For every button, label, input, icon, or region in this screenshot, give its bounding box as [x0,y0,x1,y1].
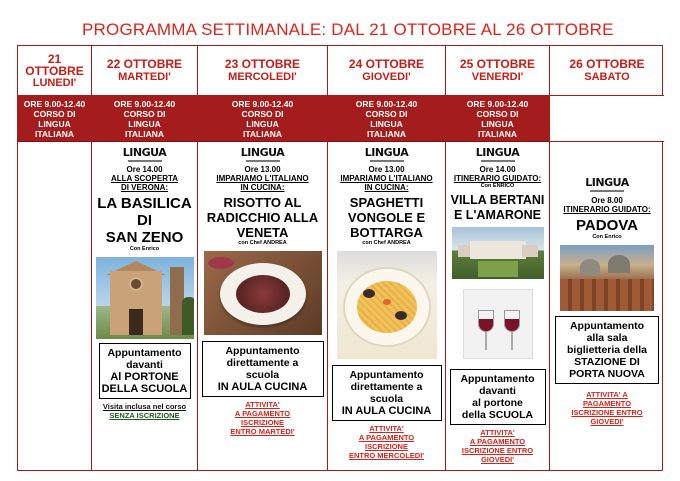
payment-line: GIOVEDI' [590,417,624,426]
meeting-point-box [555,316,659,384]
day-column-friday [446,46,550,470]
day-name: MARTEDI' [118,71,171,83]
activity-title: PADOVA [576,217,638,234]
lingua-logo-icon: LINGUA [475,146,520,159]
activity-subtitle: IN CUCINA: [364,183,409,192]
course-line: CORSO DI [365,108,408,119]
day-date: 26 OTTOBRE [569,57,645,71]
payment-line: A PAGAMENTO [469,437,526,446]
course-time: ORE 9.00-12.40 [113,98,176,109]
meeting-line: Appuntamento [225,345,300,357]
meeting-line: IN AULA CUCINA [341,405,432,417]
meeting-line: Appuntamento [107,347,182,359]
day-header [92,46,197,96]
course-time: ORE 9.00-12.40 [355,98,418,109]
page-title [82,20,614,40]
activity-title: SAN ZENO [105,229,184,246]
course-line: LINGUA [38,118,71,129]
payment-line: A PAGAMENTO [358,433,415,442]
course-line: CORSO DI [241,108,284,119]
activity-title: VENETA [236,225,289,240]
day-date: 25 OTTOBRE [459,57,536,71]
day-column-tuesday [92,46,198,470]
logo-underline [481,160,515,162]
day-header [446,46,549,96]
day-name: SABATO [584,71,630,83]
course-line: CORSO DI [476,108,519,119]
course-slot [92,96,197,142]
day-header [18,46,91,96]
activity-guide: con Chef ANDREA [238,240,287,246]
meeting-line: biglietteria della [567,344,647,356]
day-name: VENERDI' [471,71,524,83]
course-slot [198,96,327,142]
payment-line: GIOVEDI' [480,455,515,464]
day-name: MERCOLEDI' [228,71,297,83]
day-header [198,46,327,96]
course-slot [328,96,445,142]
payment-line: ATTIVITA' A [586,390,628,399]
payment-note [198,400,327,436]
day-date: 24 OTTOBRE [348,57,425,71]
meeting-line: scuola [245,369,280,381]
meeting-line: al portone [472,397,523,409]
activity-title: SPAGHETTI [349,195,424,210]
day-column-wednesday [198,46,328,470]
activity-content [92,142,197,470]
payment-line: ISCRIZIONE [241,418,284,427]
no-registration-note: SENZA ISCRIZIONE [109,411,180,420]
course-time: ORE 9.00-12.40 [23,98,86,109]
meeting-line: STAZIONE DI [574,356,640,368]
meeting-line: scuola [369,393,404,405]
activity-title: VILLA BERTANI [450,193,545,207]
day-column-thursday [328,46,446,470]
course-slot [446,96,549,142]
activity-subtitle: IMPARIAMO L'ITALIANO [340,174,433,183]
activity-guide: con Chef ANDREA [362,240,411,246]
meeting-point-box [202,341,324,397]
meeting-line: Al PORTONE [110,371,179,383]
day-column-monday [18,46,92,470]
wine-glasses-photo [463,289,533,359]
course-line: ITALIANA [242,128,283,139]
meeting-line: DELLA SCUOLA [101,383,188,395]
activity-title: RADICCHIO ALLA [206,210,319,225]
day-date: 23 OTTOBRE [224,57,301,71]
day-name: GIOVEDI' [362,71,411,83]
activity-time: Ore 14.00 [126,165,163,174]
spaghetti-photo [337,251,437,359]
logo-underline [128,160,162,162]
course-line: LINGUA [370,118,403,129]
meeting-point-box [332,365,442,421]
meeting-line: Appuntamento [349,369,424,381]
activity-time: Ore 14.00 [479,165,516,174]
meeting-line: direttamente a [350,381,423,393]
villa-bertani-photo [452,227,544,279]
risotto-photo [204,251,322,335]
activity-subtitle: ITINERARIO GUIDATO: [453,174,542,183]
course-time: ORE 9.00-12.40 [231,98,294,109]
payment-note [550,390,664,426]
day-column-saturday [550,46,664,470]
course-line: ITALIANA [124,128,165,139]
basilica-san-zeno-photo [96,257,194,339]
lingua-logo-icon: LINGUA [122,146,167,159]
course-line: LINGUA [481,118,514,129]
day-header [328,46,445,96]
lingua-logo-icon: LINGUA [240,146,285,159]
activity-title: E L'AMARONE [454,208,541,222]
payment-note [446,428,549,464]
meeting-point-box [450,369,546,425]
activity-time: Ore 13.00 [244,165,281,174]
activity-title: LA BASILICA DI [97,195,192,229]
payment-line: ENTRO MERCOLEDI' [348,451,425,460]
weekly-schedule-table [17,45,663,471]
activity-subtitle: IN CUCINA: [240,183,285,192]
logo-underline [246,160,280,162]
course-time: ORE 9.00-12.40 [466,98,529,109]
course-line: LINGUA [246,118,279,129]
logo-underline [590,190,624,192]
meeting-line: PORTA NUOVA [569,368,645,380]
payment-line: ATTIVITA' [480,428,515,437]
logo-underline [370,160,404,162]
day-header [550,46,664,96]
included-note: Visita inclusa nel corso [102,402,187,411]
meeting-line: IN AULA CUCINA [217,381,308,393]
activity-time: Ore 8.00 [591,196,623,205]
payment-line: PAGAMENTO [582,399,632,408]
course-line: CORSO DI [123,108,166,119]
course-line: LINGUA [128,118,161,129]
course-slot-empty [550,96,664,142]
lingua-logo-icon: LINGUA [364,146,409,159]
activity-content [198,142,327,470]
title-lead: PROGRAMMA SETTIMANALE: [82,20,327,39]
payment-line: ISCRIZIONE ENTRO [461,446,534,455]
activity-content [550,142,664,470]
payment-line: ATTIVITA' [245,400,280,409]
title-dates: DAL 21 OTTOBRE AL 26 OTTOBRE [326,20,614,39]
day-date: 21 OTTOBRE [25,51,84,78]
activity-title: RISOTTO AL [223,195,302,210]
activity-subtitle: ITINERARIO GUIDATO: [563,205,651,214]
course-line: ITALIANA [366,128,407,139]
meeting-point-box [99,343,191,399]
payment-note [328,424,445,460]
payment-line: ISCRIZIONE [365,442,408,451]
course-slot [18,96,91,142]
activity-subtitle: ALLA SCOPERTA [110,174,179,183]
payment-line: A PAGAMENTO [234,409,291,418]
activity-guide: Con Enrico [129,246,160,252]
payment-line: ISCRIZIONE ENTRO [571,408,643,417]
meeting-line: della SCUOLA [461,409,534,421]
course-line: ITALIANA [34,128,75,139]
payment-line: ENTRO MARTEDI' [230,427,295,436]
meeting-line: davanti [479,385,516,397]
meeting-line: alla sala [586,332,628,344]
activity-content [328,142,445,470]
activity-guide: Con Enrico [592,234,622,240]
course-line: CORSO DI [33,108,76,119]
day-date: 22 OTTOBRE [106,57,183,71]
meeting-line: davanti [126,359,163,371]
activity-subtitle: IMPARIAMO L'ITALIANO [216,174,309,183]
meeting-line: Appuntamento [569,320,645,332]
activity-title: BOTTARGA [350,225,423,240]
activity-guide: Con ENRICO [480,183,515,189]
activity-subtitle: DI VERONA: [120,183,169,192]
meeting-line: Appuntamento [460,373,535,385]
payment-line: ATTIVITA' [369,424,404,433]
course-line: ITALIANA [477,128,518,139]
lingua-logo-icon: LINGUA [585,176,629,189]
activity-content [446,142,549,470]
meeting-line: direttamente a [226,357,299,369]
padova-photo [560,245,654,311]
activity-time: Ore 13.00 [368,165,405,174]
day-name: LUNEDI' [32,76,77,89]
activity-title: VONGOLE E [347,210,426,225]
